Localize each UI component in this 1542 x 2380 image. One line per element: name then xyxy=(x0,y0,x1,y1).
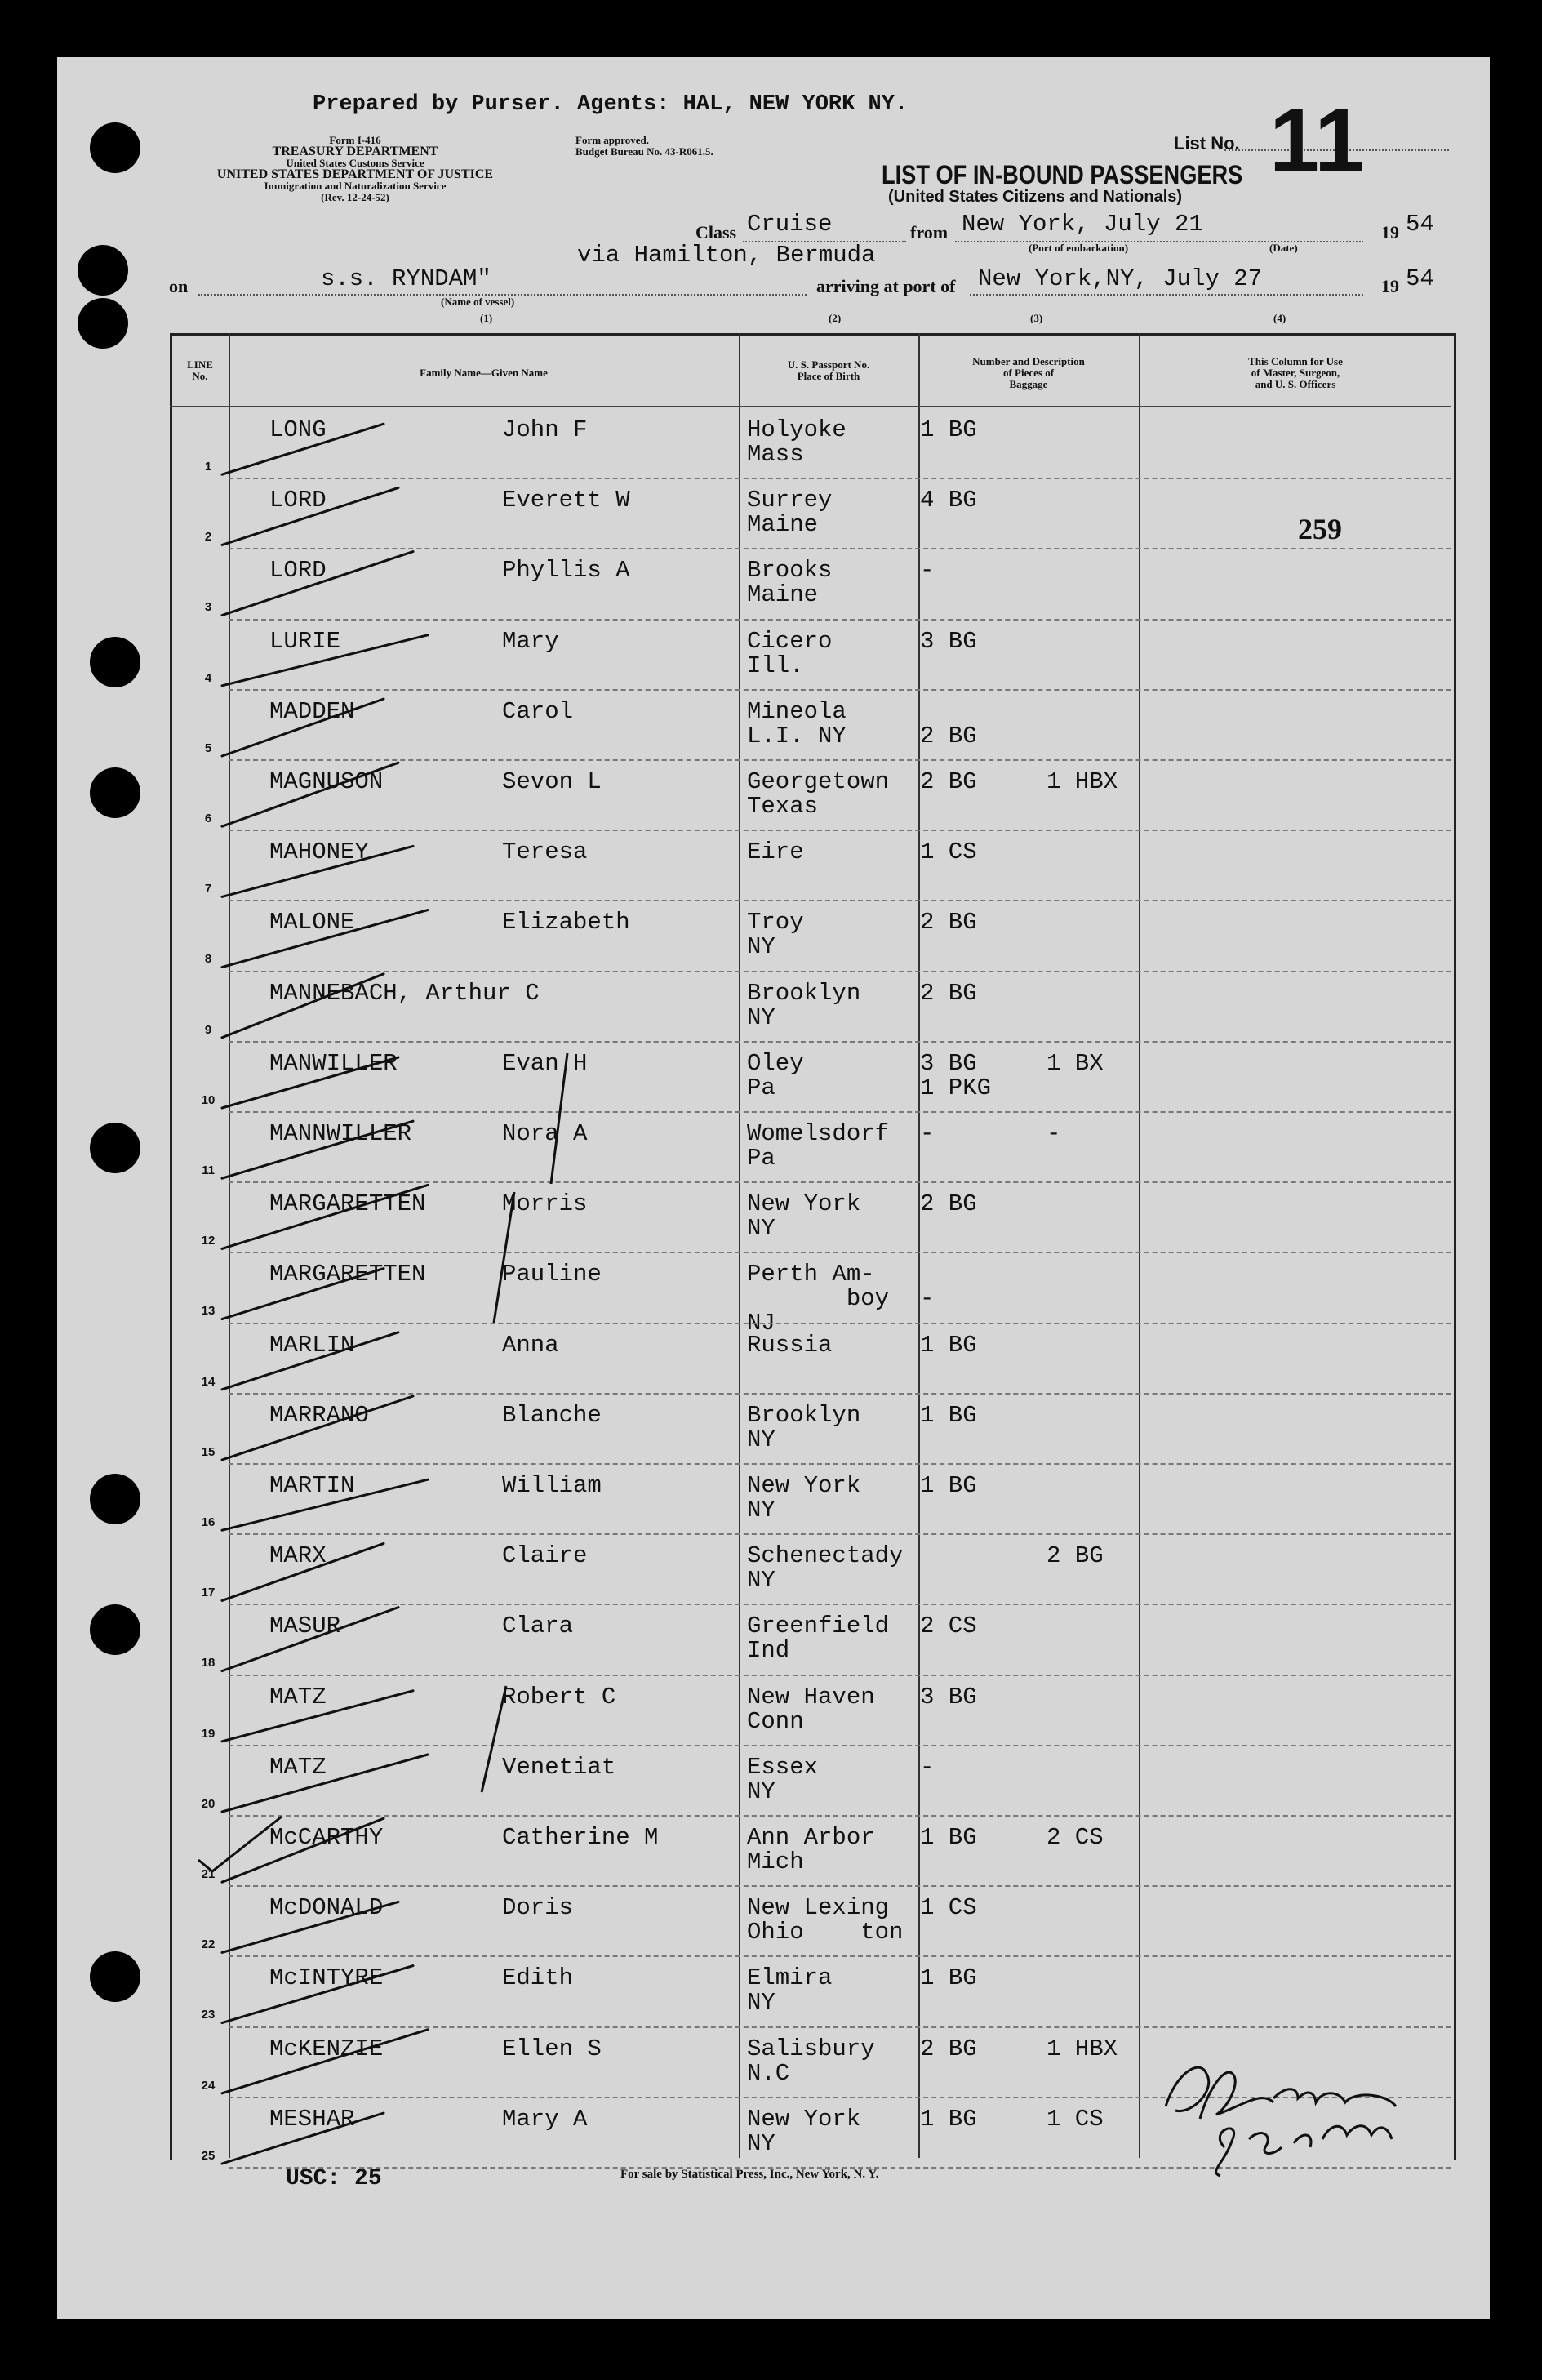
check-stroke xyxy=(222,1269,384,1319)
check-stroke xyxy=(222,1185,428,1248)
given-name: Edith xyxy=(502,1964,574,1992)
check-stroke xyxy=(222,424,384,474)
baggage-primary: 4 BG xyxy=(920,487,977,514)
form-revision: (Rev. 12-24-52) xyxy=(321,191,389,203)
line-number: 17 xyxy=(201,1586,216,1600)
line-number: 23 xyxy=(201,2008,216,2022)
given-name: Robert C xyxy=(502,1683,616,1710)
line-number: 3 xyxy=(204,600,212,615)
header-officers-text: This Column for Use xyxy=(1248,355,1343,367)
line-number: 2 xyxy=(204,530,212,545)
family-name: MESHAR xyxy=(269,2105,355,2133)
line-number: 8 xyxy=(204,952,212,967)
given-name: Claire xyxy=(502,1542,588,1570)
printer-credit: For sale by Statistical Press, Inc., New York, N. Y. xyxy=(620,2168,879,2181)
family-name: MANNWILLER xyxy=(269,1120,412,1147)
place-of-birth: Eire xyxy=(747,839,804,866)
family-name: MANNEBACH, Arthur C xyxy=(269,979,540,1007)
place-of-birth: Essex NY xyxy=(747,1753,819,1805)
class-label: Class xyxy=(695,222,737,242)
baggage-secondary: 1 HBX xyxy=(1047,2035,1118,2062)
family-name: McCARTHY xyxy=(269,1824,384,1851)
port-of-embarkation-caption: (Port of embarkation) xyxy=(1029,242,1129,254)
place-of-birth: Brooklyn NY xyxy=(747,979,861,1031)
place-of-birth: Georgetown Texas xyxy=(747,768,890,820)
signature-mark xyxy=(1166,2067,1396,2176)
given-name: Mary A xyxy=(502,2105,588,2133)
place-of-birth: Schenectady NY xyxy=(747,1542,904,1595)
baggage-primary: - xyxy=(920,1753,935,1781)
departure-year-suffix: 54 xyxy=(1406,211,1434,238)
immigration-service: Immigration and Naturalization Service xyxy=(264,180,447,192)
header-passport-text: U. S. Passport No. xyxy=(787,358,870,371)
place-of-birth: Oley Pa xyxy=(747,1049,804,1101)
baggage-primary: 2 BG xyxy=(920,768,977,795)
baggage-primary: 1 BG xyxy=(920,416,977,443)
place-of-birth: Cicero Ill. xyxy=(747,627,833,679)
class-value: Cruise xyxy=(747,211,833,238)
place-of-birth: New Haven Conn xyxy=(747,1683,875,1735)
baggage-primary: 3 BG xyxy=(920,627,977,655)
given-name: Clara xyxy=(502,1613,574,1640)
check-stroke xyxy=(222,910,428,968)
place-of-birth: Mineola L.I. NY xyxy=(747,697,847,750)
given-name: Mary xyxy=(502,627,559,655)
line-number: 25 xyxy=(201,2148,216,2163)
family-name: MAGNUSON xyxy=(269,768,384,795)
line-number: 5 xyxy=(204,741,212,755)
baggage-primary: 3 BG 1 PKG xyxy=(920,1049,992,1101)
given-name: Evan H xyxy=(502,1049,588,1077)
baggage-primary: - xyxy=(920,1120,935,1147)
given-name: Anna xyxy=(502,1331,559,1359)
line-number: 12 xyxy=(201,1234,216,1248)
header-officers-text: and U. S. Officers xyxy=(1255,378,1336,390)
family-name: MARGARETTEN xyxy=(269,1261,426,1288)
header-officers-text: of Master, Surgeon, xyxy=(1251,367,1340,379)
column-number-2: (2) xyxy=(829,312,842,324)
family-name: MADDEN xyxy=(269,697,355,725)
family-name: MANWILLER xyxy=(269,1049,398,1077)
on-label: on xyxy=(169,276,189,296)
check-stroke xyxy=(222,2030,428,2093)
baggage-primary: 1 BG xyxy=(920,1824,977,1851)
header-line-no-text: LINE xyxy=(187,358,213,371)
baggage-primary: 1 CS xyxy=(920,1894,977,1922)
place-of-birth: Perth Am- boy NJ xyxy=(747,1261,890,1337)
check-stroke xyxy=(222,763,398,826)
given-name: Phyllis A xyxy=(502,557,630,585)
check-stroke xyxy=(222,1818,384,1882)
document-title: LIST OF IN-BOUND PASSENGERS xyxy=(882,160,1243,189)
baggage-secondary: 2 BG xyxy=(1047,1542,1104,1570)
header-baggage-text: Baggage xyxy=(1009,378,1048,390)
check-stroke xyxy=(222,552,413,616)
baggage-secondary: 2 CS xyxy=(1047,1824,1104,1851)
baggage-primary: 1 BG xyxy=(920,1472,977,1499)
family-name: LURIE xyxy=(269,627,341,655)
place-of-birth: Russia xyxy=(747,1331,833,1359)
family-name: LONG xyxy=(269,416,327,443)
family-name: McINTYRE xyxy=(269,1964,384,1992)
given-name: Teresa xyxy=(502,839,588,866)
line-number: 16 xyxy=(201,1515,216,1529)
baggage-primary: - xyxy=(920,1285,935,1313)
given-name: Pauline xyxy=(502,1261,602,1288)
form-number: Form I-416 xyxy=(329,134,381,146)
line-number: 24 xyxy=(201,2078,216,2093)
column-number-3: (3) xyxy=(1030,312,1043,324)
baggage-primary: 1 BG xyxy=(920,2105,977,2133)
family-name: LORD xyxy=(269,557,327,585)
prepared-by-line: Prepared by Purser. Agents: HAL, NEW YORK NY. xyxy=(313,92,909,117)
vessel-name: s.s. RYNDAM" xyxy=(321,265,491,292)
line-number: 11 xyxy=(202,1163,215,1177)
place-of-birth: New York NY xyxy=(747,2105,861,2157)
place-of-birth: Brooklyn NY xyxy=(747,1401,861,1453)
place-of-birth: New Lexing Ohio ton xyxy=(747,1894,904,1946)
date-caption: (Date) xyxy=(1269,242,1298,254)
check-stroke xyxy=(222,487,398,545)
header-baggage-text: Number and Description xyxy=(972,355,1085,367)
baggage-secondary: 1 CS xyxy=(1047,2105,1104,2133)
given-name: Carol xyxy=(502,697,574,725)
customs-service: United States Customs Service xyxy=(286,157,424,169)
check-stroke xyxy=(222,1479,428,1530)
place-of-birth: Surrey Maine xyxy=(747,487,833,539)
baggage-secondary: - xyxy=(1047,1120,1061,1147)
family-name: MARX xyxy=(269,1542,327,1570)
from-label: from xyxy=(910,222,949,242)
family-name: LORD xyxy=(269,487,327,514)
list-number: 11 xyxy=(1269,91,1365,191)
family-name: MAHONEY xyxy=(269,839,369,866)
place-of-birth: Troy NY xyxy=(747,909,804,961)
line-number: 9 xyxy=(204,1022,212,1037)
place-of-birth: Brooks Maine xyxy=(747,557,833,609)
place-of-birth: New York NY xyxy=(747,1472,861,1524)
via-route: via Hamilton, Bermuda xyxy=(577,242,876,269)
column-number-4: (4) xyxy=(1273,312,1286,324)
given-name: Catherine M xyxy=(502,1824,659,1851)
baggage-primary: 3 BG xyxy=(920,1683,977,1710)
family-name: MATZ xyxy=(269,1753,327,1781)
check-stroke xyxy=(222,1121,413,1178)
family-name: MARLIN xyxy=(269,1331,355,1359)
baggage-primary: 2 BG xyxy=(920,979,977,1007)
baggage-secondary: 1 BX xyxy=(1047,1049,1104,1077)
family-name: MASUR xyxy=(269,1613,341,1640)
given-name: William xyxy=(502,1472,602,1499)
line-number: 7 xyxy=(204,882,212,896)
check-stroke xyxy=(222,1608,398,1671)
vessel-name-caption: (Name of vessel) xyxy=(441,296,515,308)
treasury-department: TREASURY DEPARTMENT xyxy=(272,145,438,158)
check-stroke xyxy=(222,1755,428,1812)
given-name: Doris xyxy=(502,1894,574,1922)
baggage-primary: 2 BG xyxy=(920,1190,977,1218)
check-stroke xyxy=(222,2113,384,2164)
form-approved-line: Form approved. xyxy=(575,134,650,146)
baggage-primary: 1 BG xyxy=(920,1964,977,1992)
line-number: 20 xyxy=(201,1796,216,1811)
document-subtitle: (United States Citizens and Nationals) xyxy=(888,188,1183,206)
header-passport-text: Place of Birth xyxy=(797,370,860,382)
check-stroke xyxy=(222,1691,413,1742)
line-number: 22 xyxy=(201,1937,216,1952)
family-name: MATZ xyxy=(269,1683,327,1710)
family-name: McDONALD xyxy=(269,1894,384,1922)
line-number: 13 xyxy=(201,1304,216,1319)
arrival-year-suffix: 54 xyxy=(1406,265,1434,292)
baggage-primary: - xyxy=(920,557,935,585)
place-of-birth: Elmira NY xyxy=(747,1964,833,2017)
given-name: Elizabeth xyxy=(502,909,630,936)
line-number: 18 xyxy=(201,1656,216,1670)
check-stroke xyxy=(222,974,384,1038)
family-name: MALONE xyxy=(269,909,355,936)
line-number: 14 xyxy=(201,1374,216,1389)
check-stroke xyxy=(222,1057,398,1108)
baggage-primary: 2 BG xyxy=(920,2035,977,2062)
line-number: 6 xyxy=(204,812,212,825)
place-of-birth: New York NY xyxy=(747,1190,861,1243)
embarkation-value: New York, July 21 xyxy=(962,211,1203,238)
baggage-primary: 1 BG xyxy=(920,1401,977,1429)
given-name: Ellen S xyxy=(502,2035,602,2062)
department-of-justice: UNITED STATES DEPARTMENT OF JUSTICE xyxy=(216,167,494,181)
header-line-no-text: No. xyxy=(192,370,208,382)
check-stroke xyxy=(222,846,413,896)
arrival-port-date: New York,NY, July 27 xyxy=(978,265,1263,292)
place-of-birth: Salisbury N.C xyxy=(747,2035,875,2087)
line-number: 21 xyxy=(201,1867,216,1881)
line-number: 10 xyxy=(201,1092,216,1107)
line-number: 19 xyxy=(201,1726,216,1741)
check-stroke xyxy=(222,699,384,756)
check-stroke xyxy=(222,1543,384,1600)
baggage-primary: 1 BG xyxy=(920,1331,977,1359)
family-name: MARRANO xyxy=(269,1401,369,1429)
arrival-year-prefix: 19 xyxy=(1381,276,1399,296)
given-name: Sevon L xyxy=(502,768,602,795)
place-of-birth: Ann Arbor Mich xyxy=(747,1824,875,1875)
header-baggage-text: of Pieces of xyxy=(1002,367,1055,379)
check-stroke xyxy=(222,1966,413,2023)
arriving-label: arriving at port of xyxy=(816,276,956,296)
baggage-primary: 2 BG xyxy=(920,909,977,936)
check-stroke xyxy=(222,635,428,686)
family-name: McKENZIE xyxy=(269,2035,384,2062)
departure-year-prefix: 19 xyxy=(1381,222,1399,242)
usc-count: USC: 25 xyxy=(286,2166,382,2191)
check-stroke xyxy=(222,1902,398,1952)
baggage-secondary: 1 HBX xyxy=(1047,768,1118,795)
given-name: Morris xyxy=(502,1190,588,1218)
budget-bureau-line: Budget Bureau No. 43-R061.5. xyxy=(575,145,713,158)
baggage-primary: 2 BG xyxy=(920,722,977,750)
check-stroke xyxy=(222,1396,413,1460)
line-number: 1 xyxy=(204,460,212,474)
list-no-label: List No. xyxy=(1174,133,1240,153)
baggage-primary: 2 CS xyxy=(920,1613,977,1640)
given-name: Everett W xyxy=(502,487,630,514)
officers-note: 259 xyxy=(1298,513,1342,545)
header-family-given-name: Family Name—Given Name xyxy=(420,367,548,379)
given-name: Blanche xyxy=(502,1401,602,1429)
line-number: 15 xyxy=(201,1444,216,1459)
given-name: Nora A xyxy=(502,1120,588,1147)
column-number-1: (1) xyxy=(480,312,493,324)
baggage-primary: 1 CS xyxy=(920,839,977,866)
given-name: John F xyxy=(502,416,588,443)
family-name: MARGARETTEN xyxy=(269,1190,426,1218)
place-of-birth: Holyoke Mass xyxy=(747,416,847,468)
given-name: Venetiat xyxy=(502,1753,616,1781)
line-number: 4 xyxy=(204,670,212,685)
place-of-birth: Greenfield Ind xyxy=(747,1613,890,1665)
place-of-birth: Womelsdorf Pa xyxy=(747,1120,890,1172)
check-stroke xyxy=(222,1332,398,1390)
family-name: MARTIN xyxy=(269,1472,355,1499)
